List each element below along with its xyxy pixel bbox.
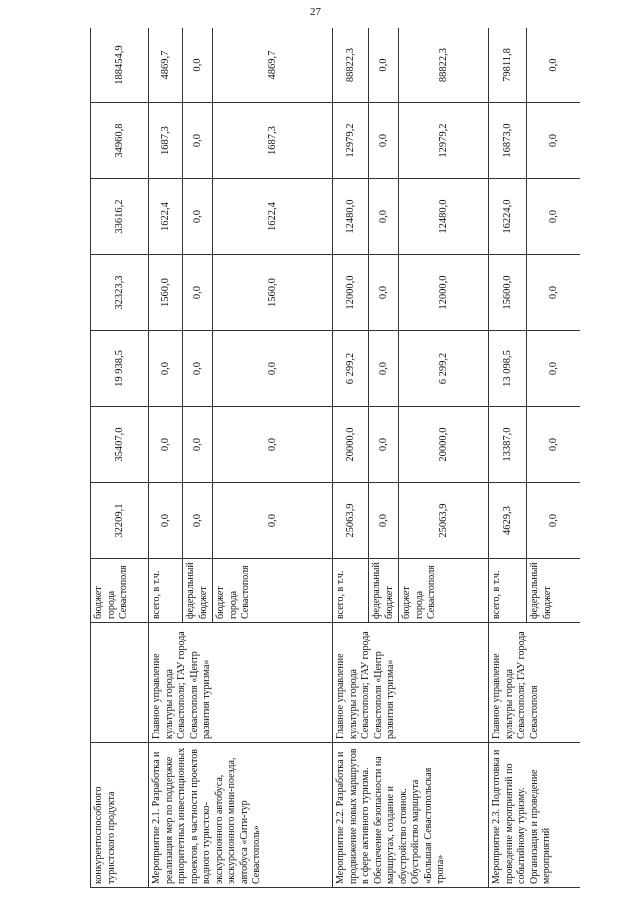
- activity-cell: конкурентоспособного туристского продукта: [91, 743, 149, 888]
- value-cell: 0,0: [183, 179, 213, 255]
- executor-cell: Главное управление культуры города Севастополя; ГАУ города Севастополя «Центр развития туризма»: [333, 623, 489, 743]
- page-number: 27: [310, 6, 321, 18]
- source-cell: бюджет города Севастополя: [91, 559, 149, 623]
- source-cell: бюджет города Севастополя: [213, 559, 333, 623]
- value-cell: 1687,3: [149, 103, 183, 179]
- value-cell: 0,0: [369, 483, 399, 559]
- value-cell: 12480,0: [399, 179, 489, 255]
- value-cell: 32209,1: [91, 483, 149, 559]
- value-cell: 4629,3: [489, 483, 527, 559]
- value-cell: 12000,0: [399, 255, 489, 331]
- value-cell: 12979,2: [333, 103, 369, 179]
- value-cell: 0,0: [183, 28, 213, 103]
- value-cell: 0,0: [149, 331, 183, 407]
- value-cell: 0,0: [369, 255, 399, 331]
- value-cell: 0,0: [183, 331, 213, 407]
- source-cell: федеральный бюджет: [369, 559, 399, 623]
- value-cell: 32323,3: [91, 255, 149, 331]
- table-row: [91, 28, 149, 888]
- activity-cell: Мероприятие 2.3. Подготовка и проведение мероприятий по событийному туризму. Организация и проведение мероприятий: [489, 743, 581, 888]
- value-cell: 88822,3: [333, 28, 369, 103]
- value-cell: 0,0: [369, 28, 399, 103]
- value-cell: 25063,9: [333, 483, 369, 559]
- value-cell: 1560,0: [213, 255, 333, 331]
- value-cell: 4869,7: [149, 28, 183, 103]
- table-container: [90, 28, 580, 888]
- value-cell: 20000,0: [333, 407, 369, 483]
- value-cell: 0,0: [213, 407, 333, 483]
- value-cell: 1622,4: [213, 179, 333, 255]
- value-cell: 4869,7: [213, 28, 333, 103]
- source-cell: всего, в т.ч.: [489, 559, 527, 623]
- source-cell: всего, в т.ч.: [149, 559, 183, 623]
- executor-cell: [91, 623, 149, 743]
- value-cell: 0,0: [149, 407, 183, 483]
- value-cell: 0,0: [369, 407, 399, 483]
- executor-cell: Главное управление культуры города Севастополя; ГАУ города Севастополя «Центр развития туризма»: [149, 623, 333, 743]
- value-cell: 0,0: [369, 331, 399, 407]
- value-cell: 88822,3: [399, 28, 489, 103]
- value-cell: 20000,0: [399, 407, 489, 483]
- value-cell: 12480,0: [333, 179, 369, 255]
- value-cell: 16873,0: [489, 103, 527, 179]
- source-cell: федеральный бюджет: [527, 559, 581, 623]
- source-cell: бюджет города Севастополя: [399, 559, 489, 623]
- value-cell: 1560,0: [149, 255, 183, 331]
- value-cell: 0,0: [183, 483, 213, 559]
- value-cell: 33616,2: [91, 179, 149, 255]
- value-cell: 0,0: [527, 483, 581, 559]
- value-cell: 12979,2: [399, 103, 489, 179]
- value-cell: 1687,3: [213, 103, 333, 179]
- value-cell: 34960,8: [91, 103, 149, 179]
- value-cell: 1622,4: [149, 179, 183, 255]
- value-cell: 0,0: [213, 483, 333, 559]
- value-cell: 6 299,2: [399, 331, 489, 407]
- value-cell: 12000,0: [333, 255, 369, 331]
- value-cell: 19 938,5: [91, 331, 149, 407]
- value-cell: 13 098,5: [489, 331, 527, 407]
- table-row: [149, 28, 183, 888]
- value-cell: 15600,0: [489, 255, 527, 331]
- activity-cell: Мероприятие 2.1. Разработка и реализация мер по поддержке приоритетных инвестиционных проектов, в частности проектов водного туристско-экскурсионного автобуса, экскурсионного мини-поезда, автобуса «Сити-тур Севастополь»: [149, 743, 333, 888]
- value-cell: 0,0: [369, 179, 399, 255]
- value-cell: 13387,0: [489, 407, 527, 483]
- value-cell: 6 299,2: [333, 331, 369, 407]
- value-cell: 0,0: [369, 103, 399, 179]
- value-cell: 0,0: [527, 179, 581, 255]
- source-cell: всего, в т.ч.: [333, 559, 369, 623]
- value-cell: 0,0: [527, 28, 581, 103]
- value-cell: 0,0: [183, 407, 213, 483]
- executor-cell: Главное управление культуры города Севастополя; ГАУ города Севастополя: [489, 623, 581, 743]
- value-cell: 0,0: [149, 483, 183, 559]
- value-cell: 35407,0: [91, 407, 149, 483]
- value-cell: 79811,8: [489, 28, 527, 103]
- value-cell: 25063,9: [399, 483, 489, 559]
- value-cell: 0,0: [527, 255, 581, 331]
- source-cell: федеральный бюджет: [183, 559, 213, 623]
- rotated-table-wrapper: [90, 28, 580, 888]
- value-cell: 0,0: [183, 103, 213, 179]
- activity-cell: Мероприятие 2.2. Разработка и продвижение новых маршрутов в сфере активного туризма. Обеспечение безопасности на маршрутах, создание и обустройство стоянок. Обустройство маршрута «Большая Севастопольская тропа»: [333, 743, 489, 888]
- value-cell: 0,0: [213, 331, 333, 407]
- value-cell: 0,0: [527, 103, 581, 179]
- value-cell: 16224,0: [489, 179, 527, 255]
- value-cell: 0,0: [527, 331, 581, 407]
- value-cell: 188454,9: [91, 28, 149, 103]
- value-cell: 0,0: [527, 407, 581, 483]
- value-cell: 0,0: [183, 255, 213, 331]
- table-row: [489, 28, 527, 888]
- table-row: [333, 28, 369, 888]
- budget-table: [90, 28, 580, 888]
